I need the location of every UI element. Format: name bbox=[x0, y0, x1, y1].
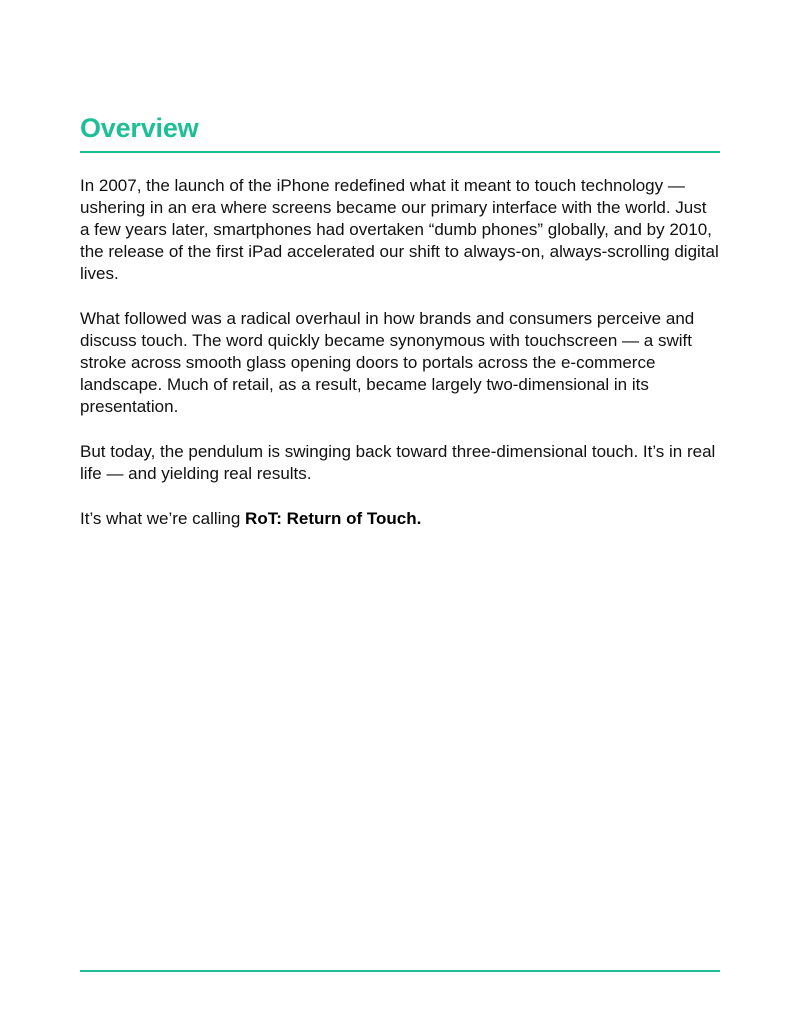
body-text bbox=[80, 175, 720, 553]
page-title: Overview bbox=[80, 113, 199, 143]
closing-emphasis: RoT: Return of Touch. bbox=[245, 509, 422, 528]
paragraph-closing bbox=[80, 508, 720, 530]
title-divider bbox=[80, 151, 720, 153]
footer-divider bbox=[80, 970, 720, 972]
document-page bbox=[80, 0, 720, 1035]
paragraph-pendulum: But today, the pendulum is swinging back toward three-dimensional touch. It’s in real life — and yielding real results. bbox=[80, 442, 716, 483]
closing-lead: It’s what we’re calling bbox=[80, 509, 246, 528]
paragraph-intro: In 2007, the launch of the iPhone redefined what it meant to touch technology — ushering in an era where screens became our primary interface with the world. Just a few years later, smartphones had overtaken “dumb phones” globally, and by 2010, the release of the first iPad accelerated our shift to always-on, always-scrolling digital lives. bbox=[80, 176, 719, 283]
paragraph-overhaul: What followed was a radical overhaul in how brands and consumers perceive and discuss touch. The word quickly became synonymous with touchscreen — a swift stroke across smooth glass opening doors to portals across the e-commerce landscape. Much of retail, as a result, became largely two-dimensional in its presentation. bbox=[80, 309, 695, 416]
